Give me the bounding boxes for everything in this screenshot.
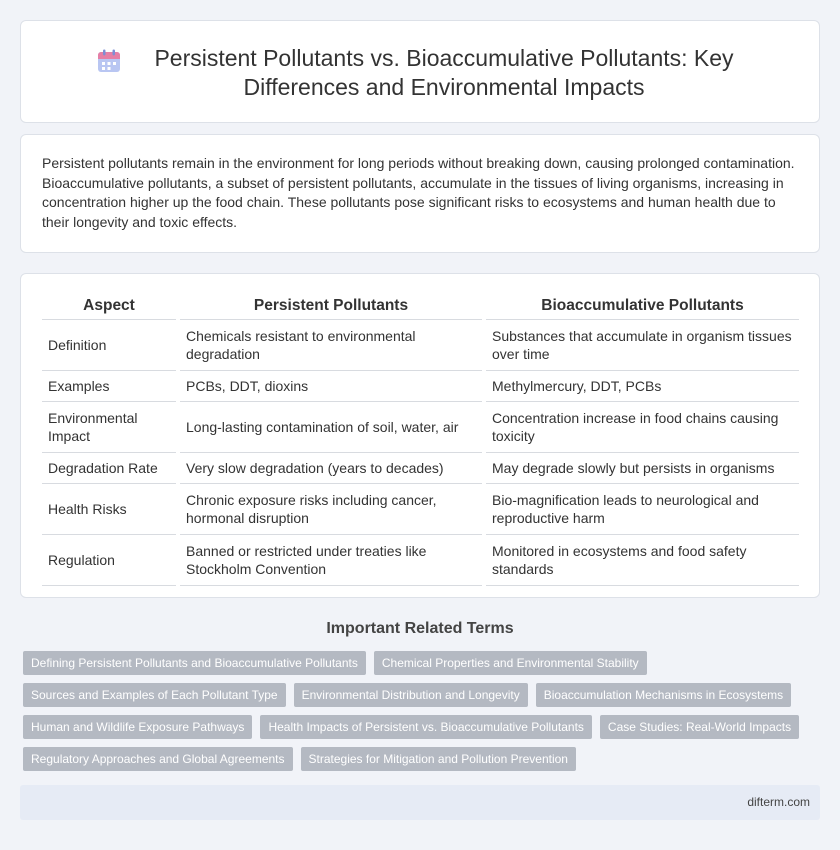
related-term-tag[interactable]: Bioaccumulation Mechanisms in Ecosystems	[536, 683, 791, 707]
related-term-tag[interactable]: Regulatory Approaches and Global Agreements	[23, 747, 293, 771]
column-header-bioaccumulative: Bioaccumulative Pollutants	[484, 295, 799, 319]
intro-card	[20, 134, 820, 253]
related-term-tag[interactable]: Sources and Examples of Each Pollutant Type	[23, 683, 286, 707]
row-persistent-cell: Chemicals resistant to environmental degradation	[178, 319, 484, 370]
related-term-tag[interactable]: Environmental Distribution and Longevity	[294, 683, 528, 707]
tag-row	[23, 747, 803, 771]
row-persistent-cell: PCBs, DDT, dioxins	[178, 370, 484, 401]
row-aspect-cell: Definition	[42, 319, 178, 370]
tag-row	[23, 715, 803, 739]
calendar-icon	[96, 48, 122, 74]
row-aspect-cell: Regulation	[42, 534, 178, 585]
column-header-aspect: Aspect	[42, 295, 178, 319]
row-persistent-cell: Chronic exposure risks including cancer, hormonal disruption	[178, 483, 484, 534]
table-header-row	[42, 295, 799, 319]
tag-row	[23, 683, 803, 707]
tag-row	[23, 651, 803, 675]
related-term-tag[interactable]: Case Studies: Real-World Impacts	[600, 715, 799, 739]
intro-paragraph: Persistent pollutants remain in the environment for long periods without breaking down, causing prolonged contamination. Bioaccumulative pollutants, a subset of persistent pollutants, accumulate in the tissues of living organisms, increasing in concentration higher up the food chain. These pollutants pose significant risks to ecosystems and human health due to their longevity and toxic effects.	[42, 155, 795, 230]
comparison-table	[42, 295, 799, 586]
related-terms-heading: Important Related Terms	[326, 620, 514, 637]
row-bioaccumulative-cell: Bio-magnification leads to neurological and reproductive harm	[484, 483, 799, 534]
header-card	[20, 20, 820, 123]
row-aspect-cell: Degradation Rate	[42, 452, 178, 483]
related-term-tag[interactable]: Chemical Properties and Environmental Stability	[374, 651, 647, 675]
related-term-tag[interactable]: Health Impacts of Persistent vs. Bioaccumulative Pollutants	[260, 715, 591, 739]
row-bioaccumulative-cell: Concentration increase in food chains causing toxicity	[484, 401, 799, 452]
row-bioaccumulative-cell: May degrade slowly but persists in organisms	[484, 452, 799, 483]
row-aspect-cell: Health Risks	[42, 483, 178, 534]
table-row	[42, 319, 799, 370]
table-row	[42, 483, 799, 534]
related-term-tag[interactable]: Human and Wildlife Exposure Pathways	[23, 715, 252, 739]
related-terms-list	[23, 651, 803, 779]
row-aspect-cell: Examples	[42, 370, 178, 401]
footer	[20, 785, 820, 820]
page-title: Persistent Pollutants vs. Bioaccumulative Pollutants: Key Differences and Environmental Impacts	[154, 45, 734, 100]
row-bioaccumulative-cell: Methylmercury, DDT, PCBs	[484, 370, 799, 401]
table-row	[42, 534, 799, 585]
related-term-tag[interactable]: Defining Persistent Pollutants and Bioaccumulative Pollutants	[23, 651, 366, 675]
row-persistent-cell: Very slow degradation (years to decades)	[178, 452, 484, 483]
comparison-card	[20, 273, 820, 598]
row-bioaccumulative-cell: Substances that accumulate in organism tissues over time	[484, 319, 799, 370]
footer-site-link[interactable]: difterm.com	[747, 795, 810, 809]
header-inner	[21, 21, 819, 102]
table-row	[42, 401, 799, 452]
related-term-tag[interactable]: Strategies for Mitigation and Pollution Prevention	[301, 747, 576, 771]
row-aspect-cell: Environmental Impact	[42, 401, 178, 452]
column-header-persistent: Persistent Pollutants	[178, 295, 484, 319]
table-row	[42, 452, 799, 483]
row-persistent-cell: Long-lasting contamination of soil, water, air	[178, 401, 484, 452]
row-persistent-cell: Banned or restricted under treaties like Stockholm Convention	[178, 534, 484, 585]
row-bioaccumulative-cell: Monitored in ecosystems and food safety standards	[484, 534, 799, 585]
table-row	[42, 370, 799, 401]
